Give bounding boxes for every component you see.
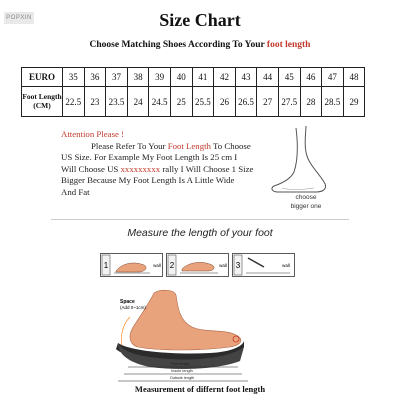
foot-icon [130,290,241,350]
euro-size-cell: 42 [214,68,236,87]
euro-size-cell: 38 [127,68,149,87]
foot-length-cell: 27.5 [278,87,300,117]
measure-steps [100,253,296,277]
brand-logo: POPXIN [4,12,34,24]
attention-text: Please Refer To Your [91,140,168,151]
row-label-foot-length: Foot Length (CM) [22,87,63,117]
foot-length-cell: 25 [170,87,192,117]
attention-text: rally I Will Choose 1 Size [160,163,254,174]
step-2-number: 2 [169,261,175,270]
attention-text: To Choose [210,140,251,151]
wall-label: wall [219,263,227,268]
foot-length-cell: 22.5 [63,87,85,117]
euro-size-cell: 37 [106,68,128,87]
euro-size-cell: 48 [343,68,365,87]
subtitle-text: Choose Matching Shoes According To Your [89,40,267,50]
euro-size-cell: 46 [300,68,322,87]
attention-line: Bigger Because My Foot Length Is A Little Wide [61,175,235,186]
euro-size-cell: 36 [84,68,106,87]
wall-label: wall [153,263,161,268]
foot-length-cell: 28 [300,87,322,117]
subtitle-highlight: foot length [266,40,311,50]
attention-line [61,164,293,176]
foot-length-cell: 26 [214,87,236,117]
attention-line: US Size. For Example My Foot Length Is 25 cm I [61,152,238,163]
attention-title: Attention Please ! [61,129,125,139]
table-row-euro [22,68,365,87]
choose-bigger-note: choose bigger one [290,194,322,210]
outsole-length-label: Outsole length [169,376,195,380]
foot-length-cell: 25.5 [192,87,214,117]
euro-size-cell: 44 [257,68,279,87]
attention-text: Will Choose US [61,163,121,174]
euro-size-cell: 41 [192,68,214,87]
size-table [21,67,365,117]
attention-line [61,141,293,153]
wall-label: wall [282,263,290,268]
attention-note [61,129,293,199]
attention-highlight: Foot Length [167,140,211,151]
page-title: Size Chart [159,10,241,30]
euro-size-cell: 45 [278,68,300,87]
insole-length-label: Insole length [171,369,193,373]
page-subtitle [0,40,400,50]
foot-measurement-diagram [110,283,260,383]
row-label-euro: EURO [22,68,63,87]
foot-sketch-icon [268,124,336,196]
section-divider [51,219,349,220]
step-1-number: 1 [103,261,109,270]
attention-highlight: xxxxxxxxx [120,163,161,174]
foot-length-cell: 23.5 [106,87,128,117]
foot-length-cell: 28.5 [322,87,344,117]
euro-size-cell: 47 [322,68,344,87]
foot-length-cell: 24 [127,87,149,117]
foot-length-cell: 27 [257,87,279,117]
measure-heading: Measure the length of your foot [127,227,273,239]
attention-line: And Fat [61,186,90,197]
foot-length-cell: 26.5 [235,87,257,117]
foot-length-cell: 29 [343,87,365,117]
foot-length-label: Foot length [170,362,190,366]
euro-size-cell: 40 [170,68,192,87]
table-row-foot-length [22,87,365,117]
euro-size-cell: 43 [235,68,257,87]
space-label: Space [120,299,135,305]
footer-caption: Measurement of differnt foot length [134,384,266,394]
euro-size-cell: 39 [149,68,171,87]
space-value: (Add 0~1cm) [120,305,146,310]
foot-length-cell: 24.5 [149,87,171,117]
step-3-number: 3 [235,261,241,270]
foot-length-cell: 23 [84,87,106,117]
euro-size-cell: 35 [63,68,85,87]
